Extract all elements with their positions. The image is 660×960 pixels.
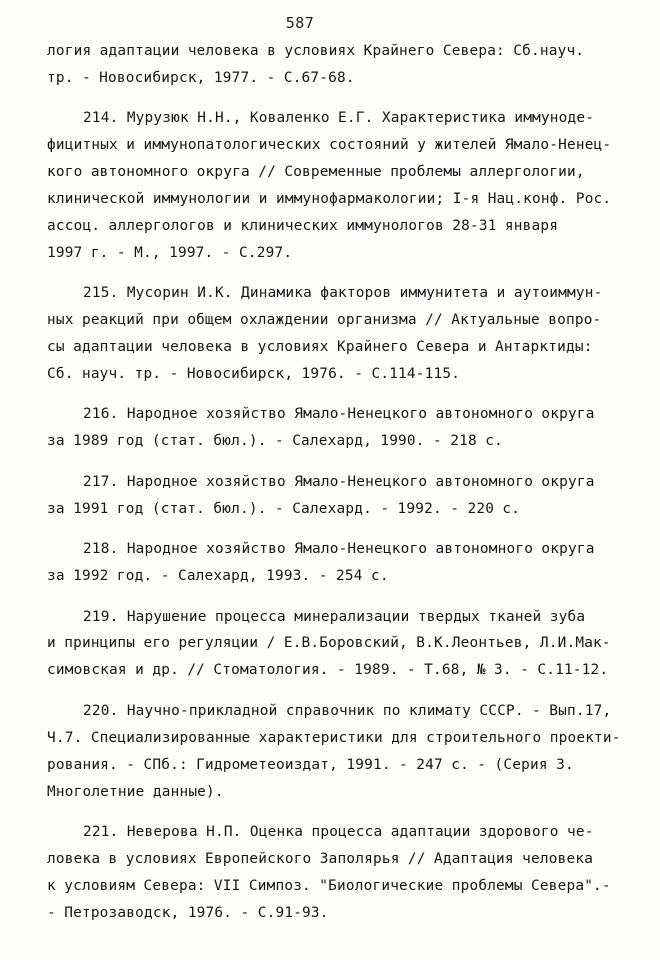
entry-gap [47,455,607,469]
entry-line: тр. - Новосибирск, 1977. - С.67-68. [47,69,355,86]
entry-line: за 1989 год (стат. бюл.). - Салехард, 1990. - 218 с. [47,433,503,450]
entry-line: Сб. науч. тр. - Новосибирск, 1976. - С.114-115. [47,365,461,382]
entry-line: 220. Научно-прикладной справочник по климату СССР. - Вып.17, [83,702,612,719]
entry-line: за 1992 год. - Салехард, 1993. - 254 с. [47,568,389,585]
bibliography-entry-220 [47,698,621,806]
entry-line: 218. Народное хозяйство Ямало-Ненецкого автономного округа [83,541,595,558]
bibliography-entry-217 [47,469,607,523]
bibliography-entry-218 [47,536,607,590]
entry-line: за 1991 год (стат. бюл.). - Салехард. - 1992. - 220 с. [47,500,521,517]
entry-line: Ч.7. Специализированные характеристики для строительного проекти- [47,729,621,746]
entry-gap [47,590,607,604]
entry-line: к условиям Севера: VII Симпоз. "Биологические проблемы Севера".- [47,877,611,894]
entry-line: 221. Неверова Н.П. Оценка процесса адаптации здорового че- [83,824,594,841]
entry-line: 217. Народное хозяйство Ямало-Ненецкого автономного округа [83,473,595,490]
entry-gap [47,267,607,281]
entry-line: Многолетние данные). [47,783,224,800]
bibliography-entry-216 [47,401,607,455]
entry-line: - Петрозаводск, 1976. - С.91-93. [47,904,329,921]
bibliography-entry-219 [47,604,611,685]
entry-gap [47,92,607,106]
page-number: 587 [285,14,315,32]
entry-line: кого автономного округа // Современные проблемы аллергологии, [47,164,585,181]
entry-line: ловека в условиях Европейского Заполярья // Адаптация человека [47,850,594,867]
entry-line: клинической иммунологии и иммунофармакологии; I-я Нац.конф. Рос. [47,191,612,208]
entry-line: ассоц. аллергологов и клинических иммунологов 28-31 января [47,217,559,234]
entry-line: рования. - СПб.: Гидрометеоиздат, 1991. - 247 с. - (Серия 3. [47,756,574,773]
bibliography-entry-221 [47,819,611,927]
entry-line: 214. Мурузюк Н.Н., Коваленко Е.Г. Характеристика иммуноде- [83,110,595,127]
bibliography-entry-214 [47,105,612,266]
entry-gap [47,523,607,537]
entry-line: 215. Мусорин И.К. Динамика факторов иммунитета и аутоиммун- [83,285,603,302]
continuation-entry [47,38,607,92]
entry-line: симовская и др. // Стоматология. - 1989. - Т.68, № 3. - С.11-12. [47,662,609,679]
entry-line: 219. Нарушение процесса минерализации твердых тканей зуба [83,608,586,625]
entry-line: фицитных и иммунопатологических состояний у жителей Ямало-Ненец- [47,137,612,154]
entry-line: сы адаптации человека в условиях Крайнего Севера и Антарктиды: [47,339,593,356]
entry-line: 216. Народное хозяйство Ямало-Ненецкого автономного округа [83,406,595,423]
entry-line: логия адаптации человека в условиях Крайнего Севера: Сб.науч. [47,43,585,59]
entry-gap [47,684,607,698]
entry-line: 1997 г. - М., 1997. - С.297. [47,244,293,261]
entry-line: и принципы его регуляции / Е.В.Боровский, В.К.Леонтьев, Л.И.Мак- [47,635,611,652]
entry-gap [47,805,607,819]
entry-gap [47,388,607,402]
bibliography-list [47,38,621,927]
bibliography-entry-215 [47,280,607,388]
entry-line: ных реакций при общем охлаждении организма // Актуальные вопро- [47,312,602,329]
